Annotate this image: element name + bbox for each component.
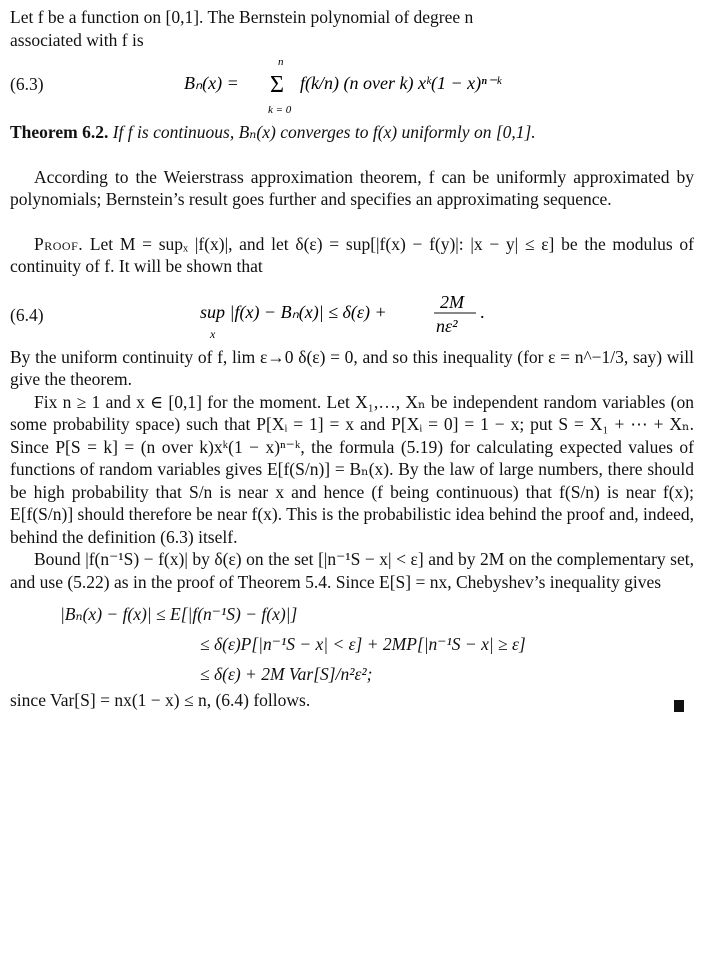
eq63-sum-symbol: Σ [270,72,284,98]
eq63-sum-bottom: k = 0 [268,104,292,116]
qed-square-icon [674,700,684,712]
chebyshev-align [10,597,694,689]
bernstein-formula [182,51,542,121]
page [10,6,694,712]
eq64-frac-num: 2M [440,291,464,312]
spacer [10,211,694,233]
equation-6-4 [10,286,694,346]
proof-intro [10,233,694,278]
eq63-sum-top: n [278,56,284,68]
eq64-sub: x [210,326,216,341]
equation-body [200,286,520,352]
eq63-lhs: Bₙ(x) = [184,73,239,93]
intro-line-1: Let f be a function on [0,1]. The Bernstein polynomial of degree n [10,7,474,27]
equation-number: (6.4) [10,304,44,325]
align-row-2: ≤ δ(ε)P[|n⁻¹S − x| < ε] + 2MP[|n⁻¹S − x| ≥ ε] [200,634,526,654]
eq64-period: . [480,301,485,322]
equation-number: (6.3) [10,74,44,94]
theorem-head: Theorem 6.2. [10,122,109,142]
fix-n-paragraph: Fix n ≥ 1 and x ∈ [0,1] for the moment. Let X₁,…, Xₙ be independent random variables (on some probability space) such that P[Xᵢ = 1] = x and P[Xᵢ = 0] = 1 − x; put S = X₁ + ⋯ + Xₙ. Since P[S = k] = (n over k)xᵏ(1 − x)ⁿ⁻ᵏ, the formula (5.19) for calculating expected values of functions of random variables gives E[f(S/n)] = Bₙ(x). By the law of large numbers, there should be high probability that S/n is near x and hence (f being continuous) that f(S/n) is near f(x); E[f(S/n)] should therefore be near f(x). This is the probabilistic idea behind the proof and, indeed, behind the definition (6.3) itself. [10,391,694,547]
eq63-rhs: f(k/n) (n over k) xᵏ(1 − x)ⁿ⁻ᵏ [300,73,502,93]
align-row-1: |Bₙ(x) − f(x)| ≤ E[|f(n⁻¹S) − f(x)|] [60,604,298,624]
spacer [10,144,694,166]
final-line-wrap [10,689,694,712]
uniform-continuity-paragraph: By the uniform continuity of f, lim ε→0 δ(ε) = 0, and so this inequality (for ε = n^−1/3, say) will give the theorem. [10,346,694,389]
eq64-lhs: sup |f(x) − Bₙ(x)| ≤ δ(ε) + [200,301,387,322]
intro-line-2: associated with f is [10,29,144,50]
final-line: since Var[S] = nx(1 − x) ≤ n, (6.4) follows. [10,690,311,710]
theorem-text: If f is continuous, Bₙ(x) converges to f(x) uniformly on [0,1]. [112,122,536,142]
weierstrass-paragraph: According to the Weierstrass approximation theorem, f can be uniformly approximated by polynomials; Bernstein’s result goes further and specifies an approximating sequence. [10,166,694,209]
eq64-frac-den: nε² [436,315,458,336]
proof-intro-text: Let M = supₓ |f(x)|, and let δ(ε) = sup[|f(x) − f(y)|: |x − y| ≤ ε] be the modulus of continuity of f. It will be shown that [10,233,694,276]
equation-6-3 [10,51,694,121]
intro-paragraph [10,6,694,51]
sup-bound-formula [200,286,520,346]
equation-body [182,51,542,127]
proof-head: Proof. [34,233,84,254]
bound-paragraph: Bound |f(n⁻¹S) − f(x)| by δ(ε) on the set [|n⁻¹S − x| < ε] and by 2M on the complementary set, and use (5.22) as in the proof of Theorem 5.4. Since E[S] = nx, Chebyshev’s inequality gives [10,549,694,592]
align-row-3: ≤ δ(ε) + 2M Var[S]/n²ε²; [200,664,373,684]
